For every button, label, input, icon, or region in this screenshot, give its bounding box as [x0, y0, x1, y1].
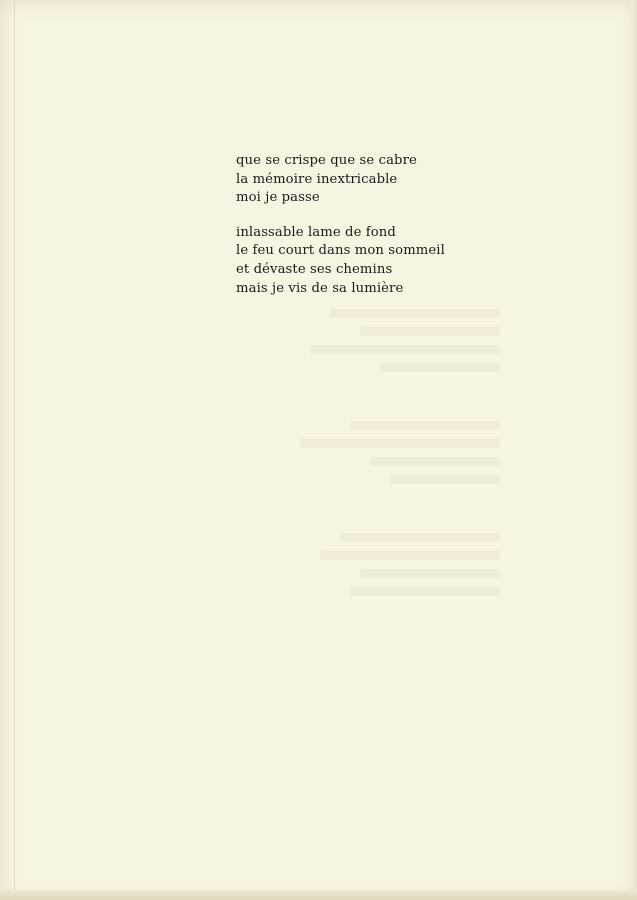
poem-line: mais je vis de sa lumière: [236, 280, 404, 296]
poem-line: et dévaste ses chemins: [236, 261, 393, 277]
poem-line: moi je passe: [236, 190, 320, 206]
page-edge-bottom: [0, 890, 637, 900]
page-edge-right: [631, 0, 637, 900]
poem-line: que se crispe que se cabre: [236, 153, 417, 168]
poem: [236, 152, 616, 314]
stanza-2: [236, 224, 616, 298]
poem-line: le feu court dans mon sommeil: [236, 243, 445, 259]
poem-line: la mémoire inextricable: [236, 171, 398, 187]
stanza-1: [236, 152, 616, 208]
verso-show-through: [140, 300, 500, 605]
page-fold-shadow: [14, 0, 15, 900]
poem-line: inlassable lame de fond: [236, 224, 396, 240]
